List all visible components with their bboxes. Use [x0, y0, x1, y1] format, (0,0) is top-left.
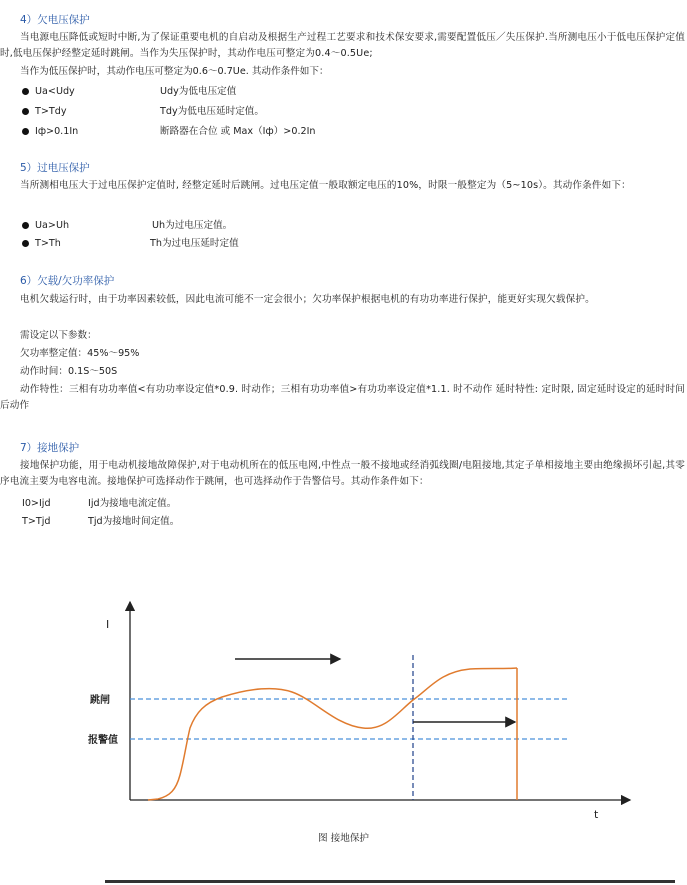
condition-expression: Ua>Uh — [35, 220, 70, 231]
section-heading-ground-fault: 7）接地保护 — [20, 442, 80, 454]
condition-description: 断路器在合位 或 Max（Iф）>0.2In — [160, 126, 316, 137]
current-curve — [148, 668, 517, 800]
condition-description: Th为过电压延时定值 — [150, 238, 239, 249]
condition-description: Ijd为接地电流定值。 — [88, 498, 177, 509]
section-paragraph: 电机欠载运行时，由于功率因素较低，因此电流可能不一定会很小；欠功率保护根据电机的有功功率进行保护，能更好实现欠载保护。 — [20, 294, 595, 305]
condition-expression: Iф>0.1In — [35, 126, 79, 137]
section-paragraph: 动作特性：三相有功功率值<有功功率设定值*0.9. 时动作；三相有功功率值>有功功率设定值*1.1. 时不动作 延时特性: 定时限, 固定延时设定的延时时间后动作 — [0, 384, 685, 411]
x-axis-label: t — [594, 808, 599, 821]
trip-label: 跳闸 — [90, 695, 110, 706]
section-paragraph: 接地保护功能，用于电动机接地故障保护,对于电动机所在的低压电网,中性点一般不接地或经消弧线圈/电阻接地,其定子单相接地主要由绝缘损坏引起,其零序电流主要为电容电流。接地保护可选择动作于跳闸，也可选择动作于告警信号。其动作条件如下： — [0, 460, 685, 487]
section-paragraph: 当所测相电压大于过电压保护定值时, 经整定延时后跳闸。过电压定值一般取额定电压的10%，时限一般整定为（5~10s）。其动作条件如下： — [20, 180, 631, 191]
condition-expression: T>Tjd — [22, 516, 51, 527]
condition-expression: I0>Ijd — [22, 498, 51, 509]
section-heading-overvoltage: 5）过电压保护 — [20, 162, 90, 174]
section-paragraph: 当电源电压降低或短时中断,为了保证重要电机的自启动及根据生产过程工艺要求和技术保安要求,需要配置低压／失压保护.当所测电压小于低电压保护定值时,低电压保护经整定延时跳闸。当作为失压保护时，其动作电压可整定为0.4～0.5Ue; — [0, 32, 685, 59]
section-line: 动作时间：0.1S～50S — [20, 366, 118, 377]
condition-description: Udy为低电压定值 — [160, 86, 237, 97]
condition-expression: Ua<Udy — [35, 86, 75, 97]
section-heading-underload: 6）欠载/欠功率保护 — [20, 275, 115, 287]
section-line: 当作为低压保护时，其动作电压可整定为0.6～0.7Ue. 其动作条件如下： — [20, 66, 329, 77]
condition-expression: T>Th — [35, 238, 61, 249]
condition-description: Tdy为低电压延时定值。 — [160, 106, 264, 117]
condition-description: Tjd为接地时间定值。 — [88, 516, 180, 527]
figure-caption: 图 接地保护 — [317, 833, 370, 844]
y-axis-label: I — [106, 618, 110, 631]
alarm-label: 报警值 — [88, 735, 118, 746]
footer-rule — [105, 880, 675, 883]
section-line: 需设定以下参数： — [20, 330, 97, 341]
condition-expression: T>Tdy — [35, 106, 67, 117]
condition-description: Uh为过电压定值。 — [152, 220, 233, 231]
section-line: 欠功率整定值：45%～95% — [20, 348, 140, 359]
section-heading-undervoltage: 4）欠电压保护 — [20, 14, 90, 26]
